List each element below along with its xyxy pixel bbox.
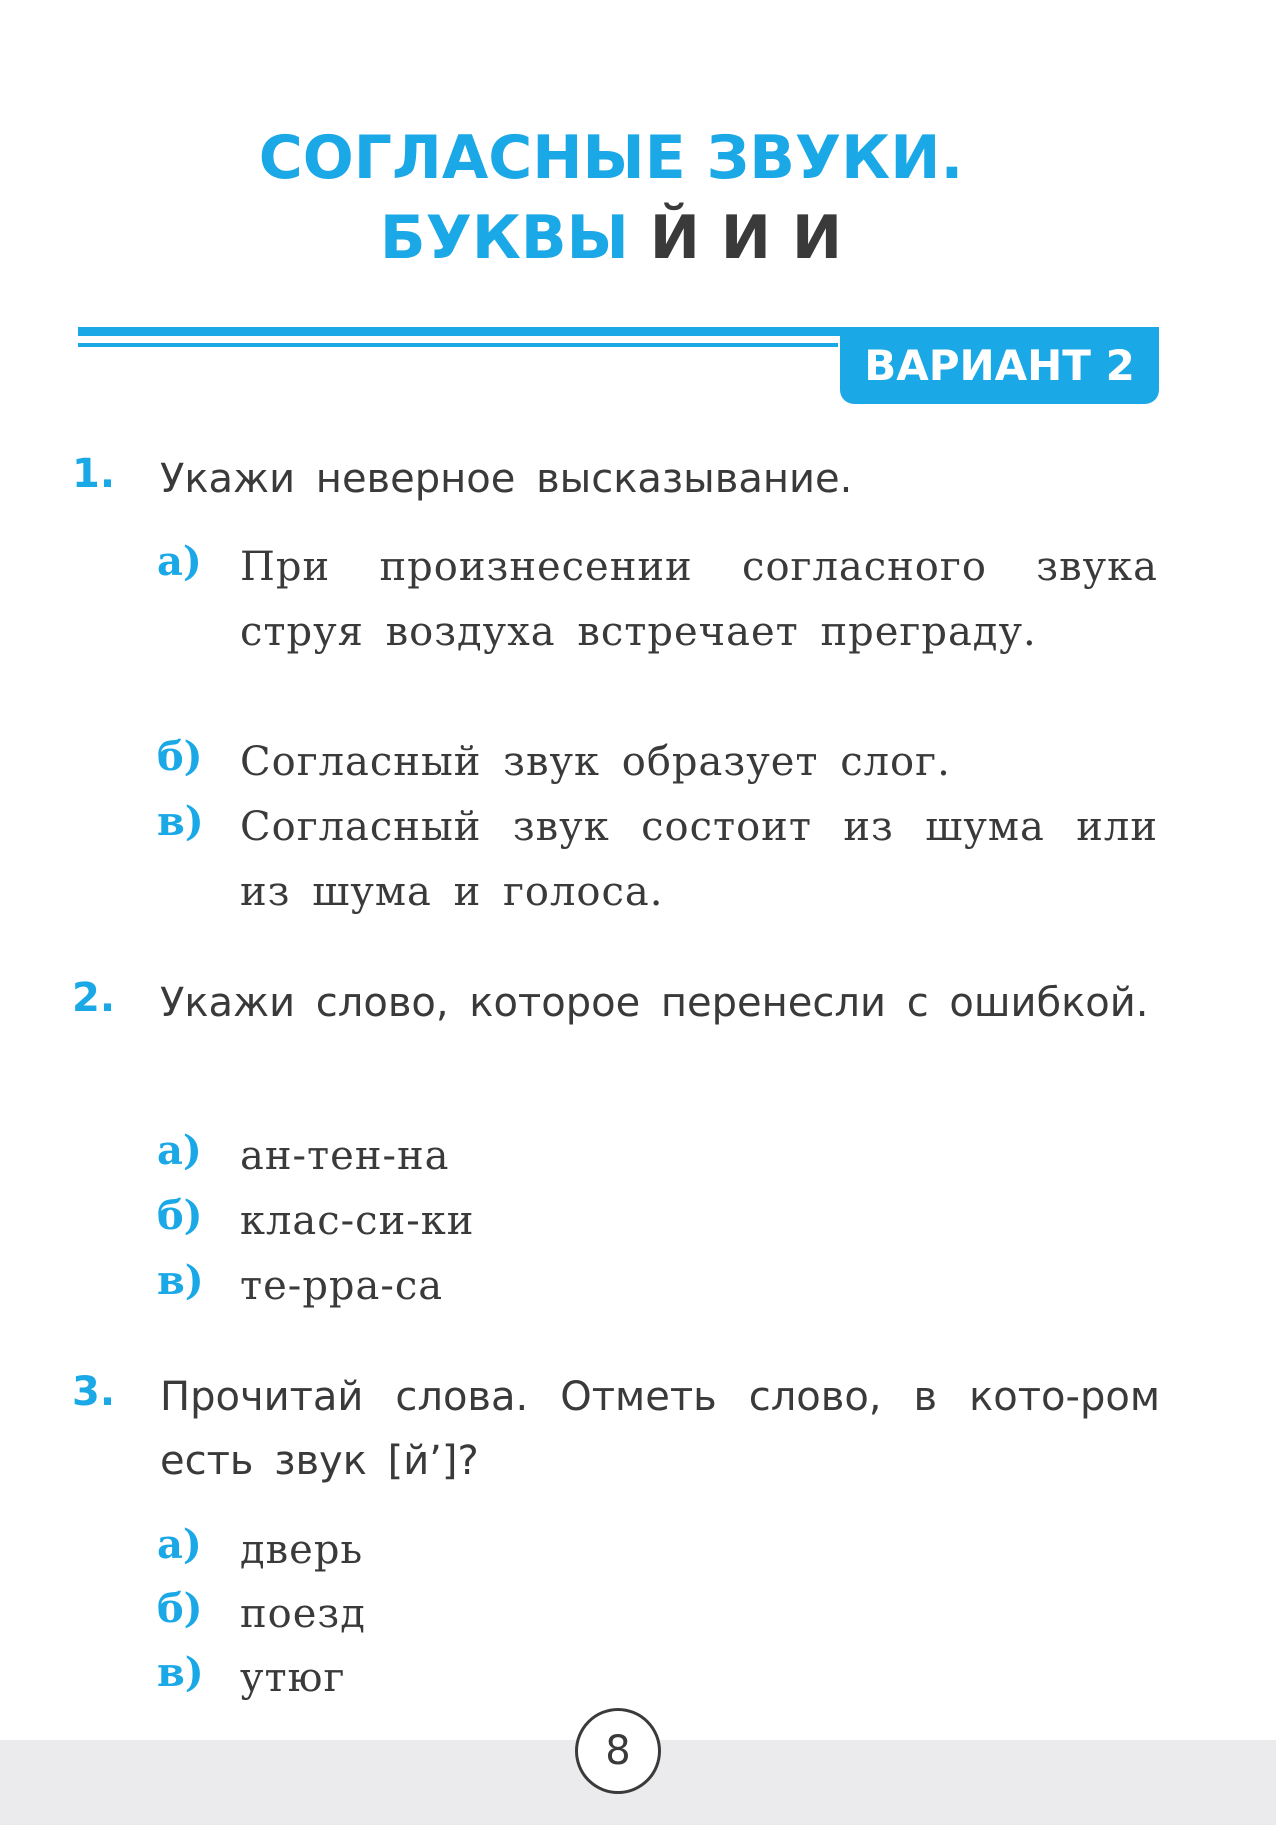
question-2-option-c-text: те-рра-са xyxy=(240,1263,444,1309)
title-line-1: СОГЛАСНЫЕ ЗВУКИ. xyxy=(258,123,964,193)
header-rule-thin xyxy=(78,343,838,347)
question-1-option-a-text: При произнесении согласного звука струя воздуха встречает преграду. xyxy=(240,544,1158,655)
question-2-option-a-text: ан-тен-на xyxy=(240,1133,450,1179)
question-3-number: 3. xyxy=(72,1369,116,1415)
title-letter-short-i: Й xyxy=(649,203,700,273)
question-2-number: 2. xyxy=(72,975,116,1021)
question-2-option-c-letter: в) xyxy=(157,1257,204,1304)
question-3-option-b-letter: б) xyxy=(157,1585,203,1632)
title-letter-i: И xyxy=(791,203,843,273)
variant-badge: ВАРИАНТ 2 xyxy=(840,327,1159,404)
question-3-option-b-text: поезд xyxy=(240,1591,366,1637)
question-3-option-c-text: утюг xyxy=(240,1655,346,1701)
title-conjunction: И xyxy=(720,203,772,273)
question-1-text: Укажи неверное высказывание. xyxy=(160,456,853,502)
page-number: 8 xyxy=(605,1728,631,1774)
title-prefix: БУКВЫ xyxy=(379,203,629,273)
question-2-option-b-text: клас-си-ки xyxy=(240,1198,475,1244)
question-2-option-b-letter: б) xyxy=(157,1192,203,1239)
question-1-option-a-letter: а) xyxy=(157,538,202,585)
question-2-option-a-letter: а) xyxy=(157,1127,202,1174)
question-1-option-c-text: Согласный звук состоит из шума или из шума и голоса. xyxy=(240,804,1158,915)
question-3-option-a-text: дверь xyxy=(240,1527,364,1573)
question-1-number: 1. xyxy=(72,451,116,497)
question-1-option-c-letter: в) xyxy=(157,798,204,845)
title-line-2 xyxy=(0,198,1222,278)
question-1-option-b-text: Согласный звук образует слог. xyxy=(240,739,951,785)
question-3-text: Прочитай слова. Отметь слово, в кото-ром есть звук [й’]? xyxy=(160,1374,1160,1484)
question-3-option-c-letter: в) xyxy=(157,1649,204,1696)
question-2-text: Укажи слово, которое перенесли с ошибкой. xyxy=(160,980,1149,1026)
question-3-option-a-letter: а) xyxy=(157,1521,202,1568)
question-1-option-b-letter: б) xyxy=(157,733,203,780)
page-title xyxy=(0,118,1222,278)
